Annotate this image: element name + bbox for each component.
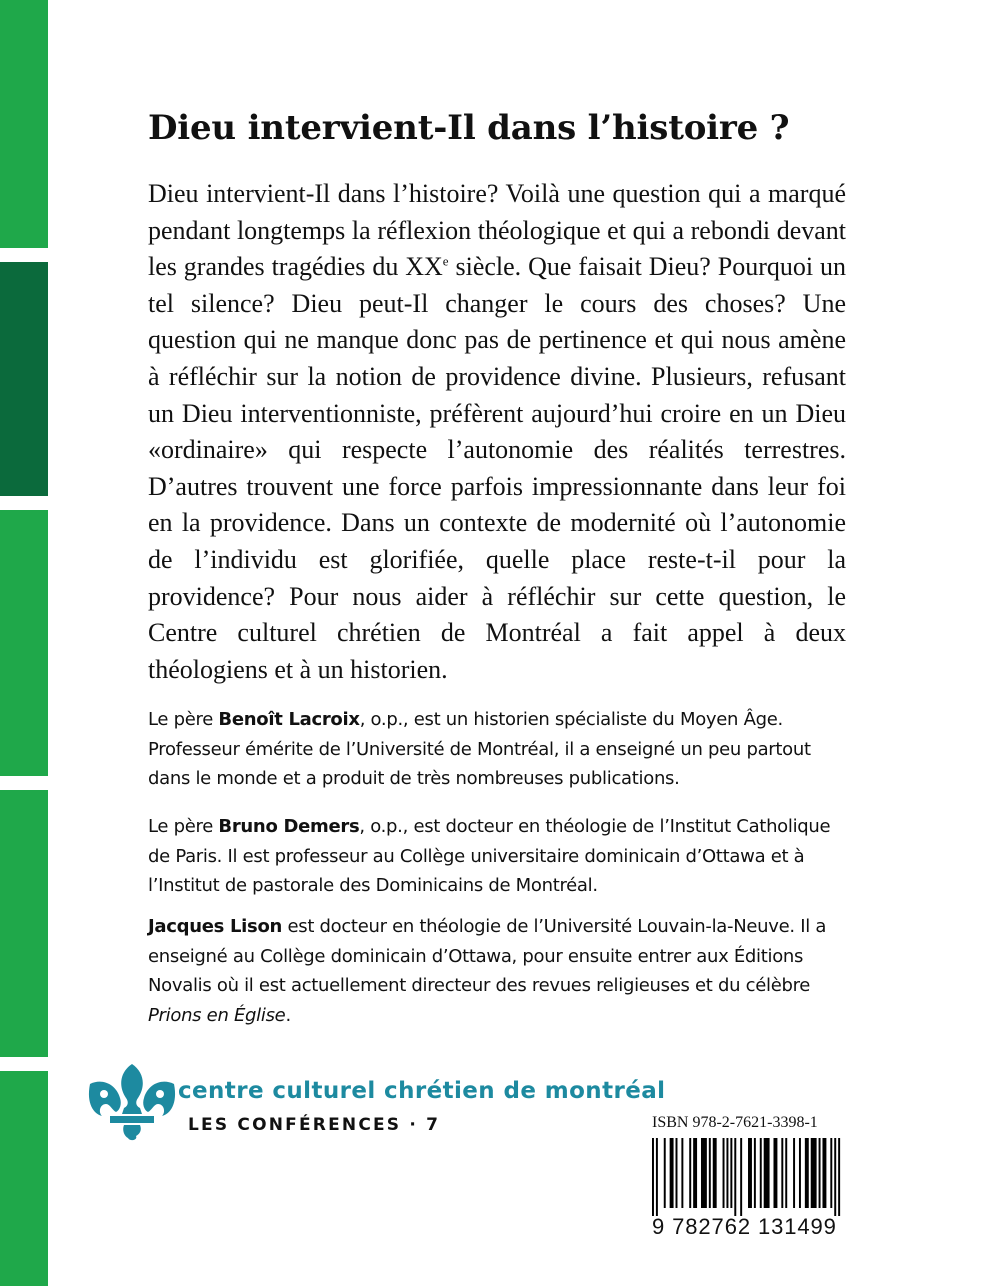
barcode-bar — [676, 1138, 678, 1208]
bio-text: , o.p., est un historien spécialiste du Moyen Âge. Professeur émérite de l’Université de Montréal, il a enseigné un peu partout dans le monde et a produit de très nombreuses publications. — [148, 709, 811, 789]
barcode-bar — [681, 1138, 683, 1208]
barcode-bar — [734, 1138, 736, 1216]
summary-superscript: e — [442, 253, 449, 269]
summary-paragraph — [148, 176, 846, 688]
barcode-bar — [730, 1138, 732, 1208]
barcode-bar — [754, 1138, 756, 1208]
barcode-bar — [713, 1138, 717, 1208]
series-label: LES CONFÉRENCES · 7 — [188, 1115, 441, 1135]
barcode-bar — [664, 1138, 666, 1208]
author-name: Jacques Lison — [148, 916, 283, 937]
side-stripe-5 — [0, 1071, 48, 1286]
magazine-title: Prions en Église — [148, 1004, 286, 1026]
barcode-bar — [701, 1138, 707, 1208]
barcode-bar — [670, 1138, 674, 1208]
barcode-digits: 9 782762 131499 — [652, 1214, 837, 1239]
barcode-bar — [830, 1138, 832, 1208]
barcode-bar — [726, 1138, 728, 1208]
barcode-bar — [781, 1138, 783, 1208]
fleur-de-lis-puzzle-icon — [82, 1060, 182, 1142]
isbn-label: ISBN 978-2-7621-3398-1 — [652, 1114, 818, 1131]
barcode-bar — [764, 1138, 770, 1208]
bio-prefix: Le père — [148, 816, 219, 837]
barcode — [652, 1138, 846, 1216]
barcode-bar — [652, 1138, 654, 1216]
author-bio-demers — [148, 812, 848, 901]
barcode-bar — [689, 1138, 691, 1208]
summary-part-2: siècle. Que faisait Dieu? Pourquoi un tel silence? Dieu peut-Il changer le cours des choses? Une question qui ne manque donc pas de pertinence et qui nous amène à réfléchir sur la notion de providence divine. Plusieurs, refusant un Dieu interventionniste, préfèrent aujourd’hui croire en un Dieu «ordinaire» qui respecte l’autonomie des réalités terrestres. D’autres trouvent une force parfois impressionnante dans leur foi en la providence. Dans un contexte de modernité où l’autonomie de l’individu est glorifiée, quelle place reste-t-il pour la providence? Pour nous aider à réfléchir sur cette question, le Centre culturel chrétien de Montréal a fait appel à deux théologiens et à un historien. — [148, 252, 847, 684]
barcode-bar — [834, 1138, 836, 1216]
barcode-bar — [785, 1138, 787, 1208]
publisher-name: centre culturel chrétien de montréal — [178, 1078, 666, 1104]
bio-prefix: Le père — [148, 709, 219, 730]
barcode-bar — [799, 1138, 801, 1208]
side-stripe-3 — [0, 510, 48, 776]
summary-part-1: Dieu intervient-Il dans l’histoire? Voilà une question qui a marqué pendant longtemps la réflexion théologique et qui a rebondi devant les grandes tragédies du XX — [148, 179, 846, 282]
barcode-bar — [793, 1138, 795, 1208]
side-stripe-1 — [0, 0, 48, 248]
bio-end: . — [285, 1004, 291, 1026]
author-bio-lacroix — [148, 705, 848, 794]
barcode-bar — [811, 1138, 817, 1208]
barcode-bar — [709, 1138, 711, 1208]
bio-text: , o.p., est docteur en théologie de l’Institut Catholique de Paris. Il est professeur au Collège universitaire dominicain d’Ottawa et à l’Institut de pastorale des Dominicains de Montréal. — [148, 816, 831, 896]
book-title: Dieu intervient-Il dans l’histoire ? — [148, 108, 790, 148]
barcode-bar — [748, 1138, 752, 1208]
barcode-bar — [656, 1138, 658, 1216]
barcode-bar — [723, 1138, 725, 1208]
barcode-bar — [822, 1138, 826, 1208]
side-stripe-4 — [0, 790, 48, 1057]
barcode-bar — [838, 1138, 840, 1216]
barcode-bar — [819, 1138, 821, 1208]
side-stripe-2 — [0, 262, 48, 496]
barcode-bar — [740, 1138, 742, 1216]
barcode-bar — [693, 1138, 697, 1208]
author-name: Benoît Lacroix — [218, 709, 360, 730]
barcode-bar — [760, 1138, 762, 1208]
author-bio-lison — [148, 912, 848, 1030]
barcode-bar — [805, 1138, 809, 1208]
bio-text: est docteur en théologie de l’Université Louvain-la-Neuve. Il a enseigné au Collège dominicain d’Ottawa, pour ensuite entrer aux Éditions Novalis où il est actuellement directeur des revues religieuses et du célèbre — [148, 916, 827, 996]
author-name: Bruno Demers — [218, 816, 360, 837]
barcode-bar — [773, 1138, 777, 1208]
